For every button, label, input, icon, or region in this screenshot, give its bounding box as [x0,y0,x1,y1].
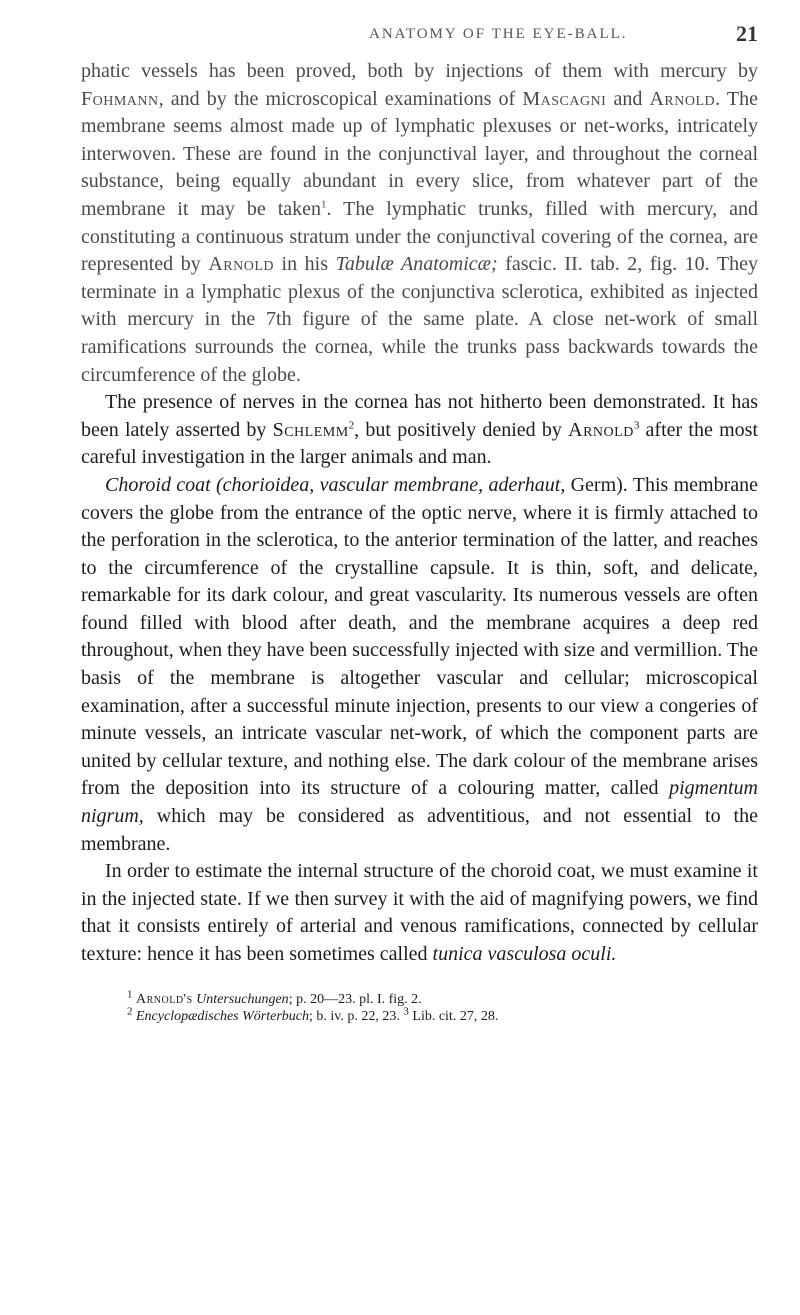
footnote-ref: 3 [633,419,640,432]
footnote-ref: 2 [348,419,355,432]
text-run: ; p. 20—23. pl. I. fig. 2. [288,991,422,1007]
body-text [81,58,758,969]
text-run: . The lymphatic trunks, filled with mercury, and constituting a continuous stratum under the conjunctival covering of the cornea, are represented by [81,197,759,276]
paragraph-internal-structure [81,858,758,968]
text-run: Germ). This membrane covers the globe from the entrance of the optic nerve, where it is firmly attached to the perforation in the sclerotica, to the anterior termination of the latter, and reaches to the circumference of the crystalline capsule. It is thin, soft, and delicate, remarkable for its dark colour, and great vascularity. Its numerous vessels are often found filled with blood after death, and the membrane acquires a deep red throughout, when they have been successfully injected with size and vermillion. The basis of the membrane is altogether vascular and cellular; microscopical examination, after a successful minute injection, presents to our view a congeries of minute vessels, an intricate vascular net-work, of which the component parts are united by cellular texture, and nothing else. The dark colour of the membrane arises from the deposition into its structure of a colouring matter, called [81,473,758,800]
footnotes [81,987,758,1025]
author-name: Fohmann [81,87,159,110]
italic-text: Choroid coat (chorioidea, vascular membrane, aderhaut, [105,473,566,496]
author-name: Mascagni [522,87,607,110]
italic-text: Tabulæ Anatomicæ; [335,253,498,276]
running-head [81,22,758,52]
paragraph-nerves [81,389,758,472]
text-run: ; b. iv. p. 22, 23. [309,1008,404,1024]
footnote-ref: 3 [403,1004,409,1017]
text-run: , but positively denied by [354,418,569,441]
author-name: Arnold [649,87,716,110]
text-run: phatic vessels has been proved, both by injections of them with mercury by [81,60,758,82]
text-run: and [606,87,650,110]
author-name: Arnold [568,418,634,441]
running-title: ANATOMY OF THE EYE-BALL. [369,26,628,42]
text-run: In order to estimate the internal structure of the choroid coat, we must examine it in the injected state. If we then survey it with the aid of magnifying powers, we find that it consists entirely of arterial and venous ramifications, connected by cellular texture: hence it has been sometimes called [81,860,758,965]
footnote [127,1004,758,1025]
text-run: Lib. cit. 27, 28. [408,1008,499,1024]
paragraph-lymphatics [81,58,758,389]
text-run: , and by the microscopical examinations of [158,87,523,110]
text-run: which may be considered as adventitious, and not essential to the membrane. [81,805,758,855]
author-name: Schlemm [272,418,349,441]
footnote-ref: 2 [127,1004,133,1017]
author-name: Arnold's [136,991,193,1007]
text-run: The presence of nerves in the cornea has not hitherto been demonstrated. It has been lately asserted by [81,391,758,441]
page-number: 21 [736,21,758,46]
paragraph-choroid-coat [81,472,758,858]
italic-text: pigmentum nigrum, [81,777,758,828]
footnote [127,987,758,1008]
italic-text: Untersuchungen [196,991,289,1007]
italic-text: Encyclopædisches Wörterbuch [136,1008,310,1024]
author-name: Arnold [208,253,274,276]
text-run: fascic. II. tab. 2, fig. 10. They terminate in a lymphatic plexus of the conjunctiva sclerotica, exhibited as injected with mercury in the 7th figure of the same plate. A close net-work of small ramifications surrounds the cornea, while the trunks pass backwards towards the circumference of the globe. [81,253,758,386]
footnote-ref: 1 [127,987,133,1000]
text-run: in his [273,253,336,276]
text-run: after the most careful investigation in the larger animals and man. [81,418,759,469]
footnote-ref: 1 [321,198,327,211]
text-run: . The membrane seems almost made up of lymphatic plexuses or net-works, intricately interwoven. These are found in the conjunctival layer, and throughout the corneal substance, being equally abundant in every slice, from whatever part of the membrane it may be taken [81,87,758,220]
italic-text: tunica vasculosa oculi. [432,943,617,965]
